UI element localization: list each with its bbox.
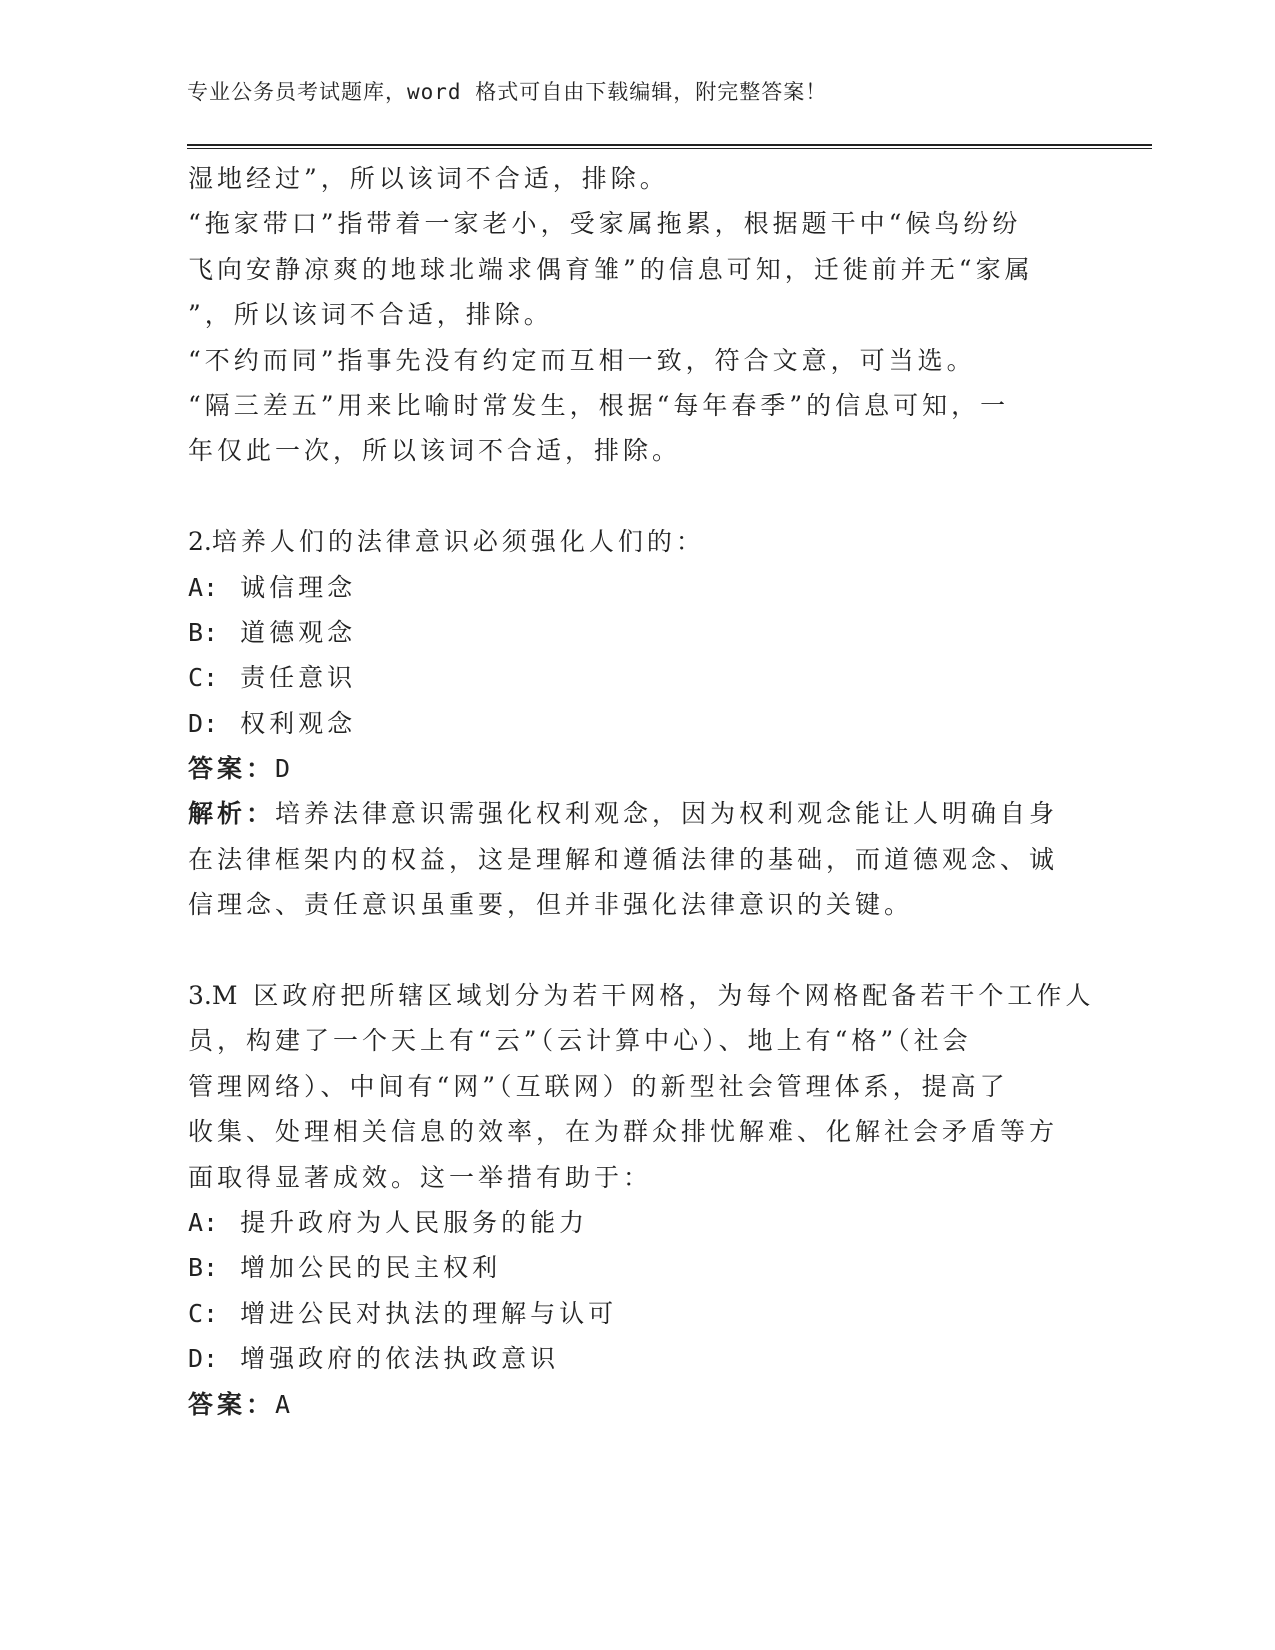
option-key: C: xyxy=(188,663,219,693)
previous-analysis xyxy=(188,156,1088,474)
option-text: 权利观念 xyxy=(240,708,357,738)
option-key: A: xyxy=(188,572,219,602)
question-stem-text: M 区政府把所辖区域划分为若干网格，为每个网格配备若干个工作人 xyxy=(211,981,1095,1011)
answer-label: 答案： xyxy=(188,1389,276,1419)
question-3 xyxy=(188,973,1095,1427)
option-text: 增加公民的民主权利 xyxy=(240,1253,502,1283)
analysis-line: 在法律框架内的权益，这是理解和遵循法律的基础，而道德观念、诚 xyxy=(188,844,1059,874)
option-b xyxy=(188,610,1088,655)
question-stem-line: 管理网络）、中间有“网”（互联网）的新型社会管理体系，提高了 xyxy=(188,1071,1009,1101)
option-d xyxy=(188,701,1088,746)
analysis-line: “不约而同”指事先没有约定而互相一致，符合文意，可当选。 xyxy=(188,345,976,375)
question-stem xyxy=(188,973,1095,1018)
document-body xyxy=(188,156,1095,1427)
question-stem-line: 面取得显著成效。这一举措有助于： xyxy=(188,1162,653,1192)
question-stem-line: 员，构建了一个天上有“云”（云计算中心）、地上有“格”（社会 xyxy=(188,1026,972,1056)
spacer xyxy=(188,928,1088,973)
option-d xyxy=(188,1336,1088,1381)
analysis-line: 信理念、责任意识虽重要，但并非强化法律意识的关键。 xyxy=(188,890,914,920)
analysis-line: “拖家带口”指带着一家老小，受家属拖累，根据题干中“候鸟纷纷 xyxy=(188,209,1022,239)
analysis-line: ”，所以该词不合适，排除。 xyxy=(188,300,553,330)
analysis-line: “隔三差五”用来比喻时常发生，根据“每年春季”的信息可知，一 xyxy=(188,390,1010,420)
option-a xyxy=(188,1200,1088,1245)
answer-value: A xyxy=(275,1389,291,1419)
option-text: 诚信理念 xyxy=(240,572,357,602)
analysis-label: 解析： xyxy=(188,799,276,829)
option-b xyxy=(188,1245,1088,1290)
answer-label: 答案： xyxy=(188,754,276,784)
option-text: 责任意识 xyxy=(240,663,357,693)
header-divider xyxy=(187,144,1152,149)
question-stem xyxy=(188,519,1088,564)
page-header: 专业公务员考试题库，word 格式可自由下载编辑，附完整答案！ xyxy=(187,80,828,104)
option-text: 提升政府为人民服务的能力 xyxy=(240,1207,589,1237)
question-2 xyxy=(188,519,1088,928)
option-c xyxy=(188,1291,1088,1336)
option-c xyxy=(188,655,1088,700)
question-stem-line: 收集、处理相关信息的效率，在为群众排忧解难、化解社会矛盾等方 xyxy=(188,1117,1059,1147)
option-key: D: xyxy=(188,1344,219,1374)
analysis-line: 湿地经过”，所以该词不合适，排除。 xyxy=(188,164,669,193)
option-a xyxy=(188,565,1088,610)
option-key: C: xyxy=(188,1298,219,1328)
option-text: 道德观念 xyxy=(240,617,357,647)
question-number: 2. xyxy=(188,527,212,557)
spacer xyxy=(188,474,1088,519)
option-key: D: xyxy=(188,708,219,738)
analysis-line: 飞向安静凉爽的地球北端求偶育雏”的信息可知，迁徙前并无“家属 xyxy=(188,254,1034,284)
option-text: 增进公民对执法的理解与认可 xyxy=(240,1298,618,1328)
option-key: B: xyxy=(188,1253,219,1283)
answer xyxy=(188,746,1088,791)
question-stem-text: 培养人们的法律意识必须强化人们的： xyxy=(211,527,705,557)
option-text: 增强政府的依法执政意识 xyxy=(240,1344,560,1374)
answer-value: D xyxy=(275,754,291,784)
analysis-first-line xyxy=(188,791,1088,836)
option-key: A: xyxy=(188,1207,219,1237)
analysis-line: 培养法律意识需强化权利观念，因为权利观念能让人明确自身 xyxy=(275,799,1059,829)
answer xyxy=(188,1382,1088,1427)
analysis-line: 年仅此一次，所以该词不合适，排除。 xyxy=(188,436,682,466)
question-number: 3. xyxy=(188,981,212,1011)
option-key: B: xyxy=(188,617,219,647)
